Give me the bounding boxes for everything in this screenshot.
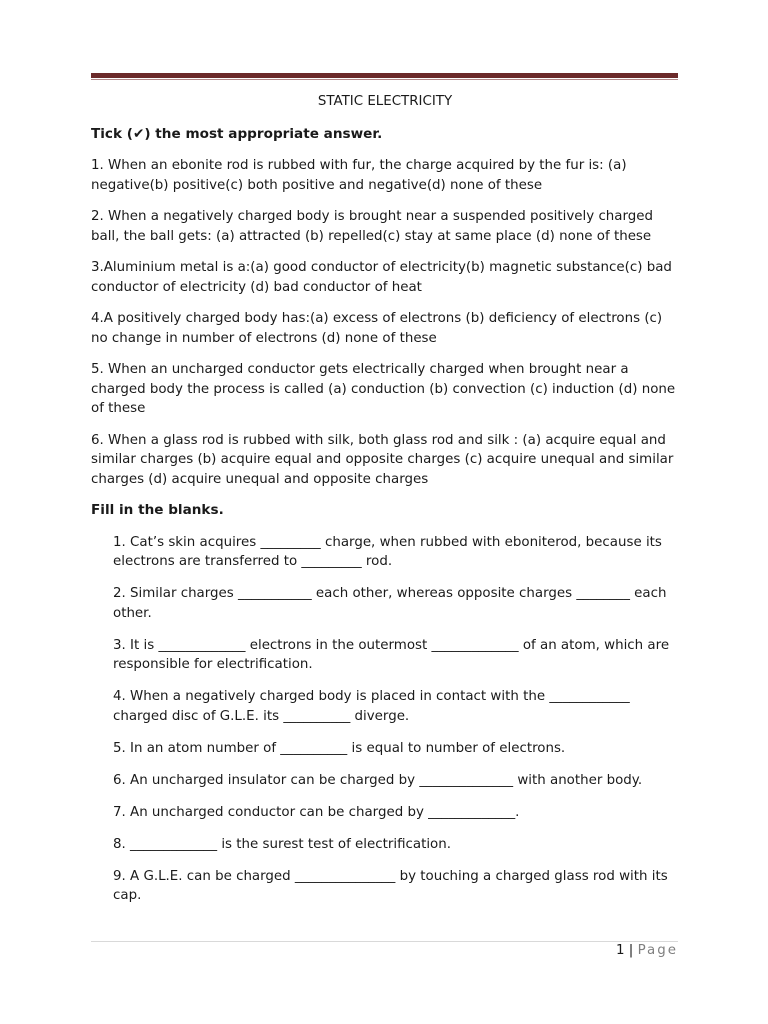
mcq-heading: Tick (✔) the most appropriate answer.	[91, 125, 383, 142]
fill-item-2: 2. Similar charges ___________ each other, whereas opposite charges ________ each other.	[113, 586, 667, 621]
footer-rule	[91, 941, 678, 942]
mcq-question-1: 1. When an ebonite rod is rubbed with fur, the charge acquired by the fur is: (a) negative(b) positive(c) both positive and negative(d) none of these	[91, 158, 627, 193]
mcq-question-2: 2. When a negatively charged body is brought near a suspended positively charged ball, the ball gets: (a) attracted (b) repelled(c) stay at same place (d) none of these	[91, 209, 654, 244]
fill-item-9: 9. A G.L.E. can be charged _______________ by touching a charged glass rod with its cap.	[113, 868, 668, 903]
fill-item-7: 7. An uncharged conductor can be charged by _____________.	[113, 804, 520, 820]
fill-item-4: 4. When a negatively charged body is placed in contact with the ____________ charged disc of G.L.E. its __________ diverge.	[113, 689, 630, 724]
page-number: 1	[616, 943, 625, 958]
fill-heading: Fill in the blanks.	[91, 502, 224, 518]
mcq-question-3: 3.Aluminium metal is a:(a) good conductor of electricity(b) magnetic substance(c) bad conductor of electricity (d) bad conductor of heat	[91, 260, 672, 295]
document-title: STATIC ELECTRICITY	[317, 94, 453, 109]
fill-item-3: 3. It is _____________ electrons in the outermost _____________ of an atom, which are responsible for electrification.	[113, 637, 670, 672]
mcq-question-4: 4.A positively charged body has:(a) excess of electrons (b) deficiency of electrons (c) no change in number of electrons (d) none of these	[91, 311, 663, 346]
header-rule-thin	[91, 79, 678, 80]
fill-list	[91, 533, 679, 906]
page-separator: |	[628, 943, 634, 958]
fill-item-5: 5. In an atom number of __________ is equal to number of electrons.	[113, 740, 566, 756]
fill-item-1: 1. Cat’s skin acquires _________ charge, when rubbed with eboniterod, because its electrons are transferred to _________ rod.	[113, 534, 662, 569]
mcq-question-5: 5. When an uncharged conductor gets electrically charged when brought near a charged body the process is called (a) conduction (b) convection (c) induction (d) none of these	[91, 362, 676, 416]
mcq-question-6: 6. When a glass rod is rubbed with silk, both glass rod and silk : (a) acquire equal and similar charges (b) acquire equal and opposite charges (c) acquire unequal and similar charges (d) acquire unequal and opposite charges	[91, 432, 674, 487]
fill-item-6: 6. An uncharged insulator can be charged by ______________ with another body.	[113, 772, 643, 788]
document-body	[91, 92, 679, 918]
header-rule	[91, 73, 678, 78]
page-word: Page	[637, 943, 678, 958]
mcq-list	[91, 156, 679, 489]
fill-item-8: 8. _____________ is the surest test of electrification.	[113, 836, 451, 852]
page-footer	[616, 943, 678, 958]
